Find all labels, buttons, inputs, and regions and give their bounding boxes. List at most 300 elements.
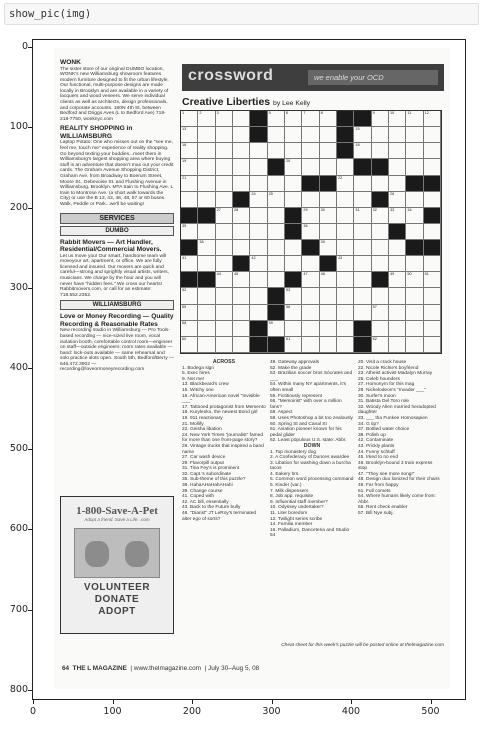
grid-cell [354, 272, 371, 288]
clue-item: 39. Change course [182, 488, 223, 494]
grid-cell [216, 256, 233, 272]
across-heading: ACROSS [212, 359, 236, 365]
grid-cell [216, 224, 233, 240]
grid-cell [285, 176, 302, 192]
y-tick-label: 500 [9, 442, 28, 454]
clue-item: 16. African-American novel "Invisible ___" [182, 393, 260, 405]
clue-item: 10. Odyssey undertaker? [270, 505, 324, 511]
clue-item: 38. HahaAHaHahAHahi [182, 483, 233, 489]
cell-number: 5 [268, 111, 271, 115]
clue-item: 42. AC bill, essentially [182, 499, 229, 505]
clue-item: 51. Full comets [358, 488, 391, 494]
grid-cell [268, 272, 285, 288]
clue-item: 60. Spring St and Canal St [270, 421, 327, 427]
grid-cell [233, 240, 250, 256]
grid-cell [406, 192, 423, 208]
grid-cell [216, 305, 233, 321]
grid-cell [337, 240, 354, 256]
cell-number: 27 [216, 207, 221, 212]
crossword-title-text: Creative Liberties [182, 96, 271, 108]
grid-cell [233, 272, 250, 288]
grid-cell [372, 127, 389, 143]
grid-black-cell [268, 305, 285, 321]
clue-item: 57. Bill Nye subj. [358, 511, 394, 517]
clue-item: 46. "Diarist" JT LeRoy's terminated alter ego of sorts? [182, 511, 257, 522]
grid-cell [250, 288, 267, 304]
grid-cell [285, 127, 302, 143]
clue-item: 22. Geisha libation [182, 427, 222, 433]
grid-cell [320, 127, 337, 143]
clue-item: 54. Within many NY apartments, it's often small [270, 382, 347, 393]
grid-cell [198, 288, 215, 304]
clue-item: 32. Capt.'s subordinate [182, 471, 232, 477]
cell-number: 16 [182, 143, 187, 148]
cell-number: 38 [199, 240, 204, 245]
grid-cell [320, 321, 337, 337]
y-tick-label: 600 [9, 523, 28, 535]
footer-url: www.thelmagazine.com [133, 665, 202, 672]
clue-item: 28. Nickelodeon's "Invader ___" [358, 387, 426, 393]
cell-number: 36 [303, 223, 308, 228]
grid-cell [250, 224, 267, 240]
grid-cell [250, 192, 267, 208]
grid-cell [389, 272, 406, 288]
clue-item: 62. Least populous U.S. state: Abbr. [270, 438, 347, 444]
grid-cell [337, 256, 354, 272]
grid-cell [424, 143, 441, 159]
grid-cell [354, 240, 371, 256]
cell-number: 13 [182, 127, 187, 132]
grid-cell [302, 111, 319, 127]
clue-item: 34. G tip? [358, 421, 379, 427]
cell-number: 25 [268, 191, 273, 196]
grid-cell [389, 143, 406, 159]
grid-cell [424, 256, 441, 272]
across-clues-1 [182, 360, 266, 522]
grid-cell [198, 192, 215, 208]
cell-number: 30 [320, 207, 325, 212]
cell-number: 12 [424, 111, 429, 115]
clue-item: 1. Top monastery dog [270, 449, 317, 455]
grid-cell [337, 208, 354, 224]
x-tick-label: 100 [103, 706, 122, 717]
cell-number: 59 [268, 320, 273, 325]
rabbit-body: Let us move you! Our smart, handsome team will moveyour art, apartment, or office. We are fully licensed and insured. Our movers are quick and careful—strong and sprightly visual artists, writers, musicians. We charge by the hour and you will never have "hidden fees." We cross our hearts! Rabbitmovers.com, or call for an estimate: 718.552.2352. [60, 253, 169, 298]
x-tick-mark [33, 700, 34, 704]
clue-item: 31. Batista Del Toro role [358, 399, 410, 405]
grid-cell [424, 272, 441, 288]
grid-cell [181, 305, 198, 321]
grid-cell [320, 143, 337, 159]
cell-number: 11 [407, 111, 412, 115]
cell-number: 61 [286, 336, 291, 341]
grid-cell [389, 127, 406, 143]
grid-cell [250, 176, 267, 192]
cell-number: 35 [182, 223, 187, 228]
grid-cell [337, 272, 354, 288]
grid-cell [250, 272, 267, 288]
cheat-sheet-note: Cheat sheet for this week's puzzle will be posted online at thelmagazine.com [281, 643, 444, 648]
grid-cell [424, 127, 441, 143]
grid-cell [372, 240, 389, 256]
cell-number: 44 [216, 272, 221, 277]
grid-cell [424, 337, 441, 353]
grid-cell [372, 143, 389, 159]
grid-cell [198, 337, 215, 353]
clue-item: 3. Libation for washing down a burcha tacos [270, 460, 351, 472]
grid-cell [337, 288, 354, 304]
cell-number: 7 [303, 111, 306, 115]
clue-item: 42. Contaminate [358, 438, 394, 444]
grid-cell [233, 337, 250, 353]
y-tick-label: 0 [21, 41, 28, 52]
cell-number: 1 [182, 111, 185, 115]
grid-cell [337, 305, 354, 321]
cell-number: 3 [216, 111, 219, 115]
grid-cell [354, 176, 371, 192]
grid-cell [216, 192, 233, 208]
grid-black-cell [268, 159, 285, 175]
grid-cell [337, 321, 354, 337]
grid-cell [372, 176, 389, 192]
x-tick-label: 200 [182, 706, 202, 717]
dumbo-header: DUMBO [60, 226, 174, 236]
grid-cell [302, 192, 319, 208]
clue-item: 47. "They see more song!" [358, 471, 415, 477]
grid-cell [389, 159, 406, 175]
grid-cell [389, 305, 406, 321]
clue-item: 11. Liter boredom [270, 511, 308, 517]
grid-black-cell [389, 224, 406, 240]
clue-item: 58. Aspect [270, 410, 293, 416]
clue-item: 44. Funny schtuff [358, 449, 395, 455]
grid-black-cell [250, 321, 267, 337]
clue-item: 41. Coped with [182, 494, 214, 500]
grid-black-cell [337, 127, 354, 143]
grid-cell [181, 176, 198, 192]
clue-item: 32. Woody Allen married heradopted daughter [358, 404, 436, 416]
grid-cell [233, 288, 250, 304]
y-tick-label: 200 [9, 201, 28, 213]
crossword-banner [182, 64, 444, 91]
grid-cell [181, 288, 198, 304]
cell-number: 8 [320, 111, 323, 115]
grid-cell [302, 224, 319, 240]
grid-cell [198, 111, 215, 127]
grid-cell [302, 337, 319, 353]
cell-number: 18 [355, 143, 360, 148]
clue-item: 46. Brooklyn-bound 3 train express stop [358, 460, 433, 472]
grid-cell [285, 111, 302, 127]
cell-number: 31 [355, 207, 360, 212]
ad-tagline: Adopt a friend. Save a Life. .com [84, 517, 150, 522]
grid-cell [389, 337, 406, 353]
grid-black-cell [354, 337, 371, 353]
grid-cell [233, 127, 250, 143]
clue-item: 55. Fictitiously represent [270, 393, 322, 399]
grid-black-cell [285, 224, 302, 240]
crossword-grid [180, 110, 442, 354]
cell-number: 34 [407, 207, 412, 212]
grid-cell [406, 143, 423, 159]
grid-cell [285, 159, 302, 175]
cell-number: 58 [182, 320, 187, 325]
clue-item: 9. Not me! [182, 376, 205, 382]
grid-cell [216, 176, 233, 192]
clue-item: 9. Influential staff member? [270, 499, 328, 505]
cell-number: 45 [234, 272, 239, 277]
grid-cell [406, 224, 423, 240]
cell-number: 22 [338, 175, 343, 180]
pet-photo [74, 528, 160, 578]
grid-black-cell [250, 111, 267, 127]
footer-magazine: THE L MAGAZINE [72, 665, 127, 672]
pet-shape-icon [125, 541, 149, 567]
grid-cell [302, 208, 319, 224]
image-plot [0, 28, 483, 737]
grid-cell [233, 159, 250, 175]
ad-volunteer: VOLUNTEER [83, 582, 151, 593]
clue-item: 7. Milk dispensers [270, 488, 309, 494]
grid-black-cell [181, 272, 198, 288]
clue-item: 52. Make the grade [270, 365, 312, 371]
rabbit-heading: Rabbit Movers — Art Handler, Residential/Commercial Movers. [60, 238, 162, 254]
clue-item: 38. Polish up [358, 432, 386, 438]
clue-item: 6. Kinder (var.) [270, 483, 302, 489]
grid-black-cell [424, 240, 441, 256]
grid-cell [233, 305, 250, 321]
clue-item: 49. Far from happy [358, 483, 399, 489]
grid-cell [198, 305, 215, 321]
cell-number: 6 [286, 111, 289, 115]
cell-number: 26 [390, 191, 395, 196]
cell-number: 29 [303, 207, 308, 212]
grid-cell [389, 256, 406, 272]
grid-cell [198, 127, 215, 143]
grid-cell [233, 321, 250, 337]
cell-number: 33 [390, 207, 395, 212]
clue-item: 27. Homonym for this mag [358, 382, 415, 388]
clue-item: 16. Palladium, Danceteria and Studio 54 [270, 527, 350, 539]
grid-cell [198, 224, 215, 240]
cell-number: 50 [407, 272, 412, 277]
grid-cell [320, 192, 337, 208]
grid-cell [181, 111, 198, 127]
grid-cell [216, 240, 233, 256]
grid-cell [285, 288, 302, 304]
williamsburg-header: WILLIAMSBURG [60, 300, 174, 310]
grid-black-cell [198, 272, 215, 288]
grid-black-cell [320, 256, 337, 272]
grid-cell [268, 176, 285, 192]
clue-item: 14. Familia member [270, 522, 313, 528]
magazine-page [54, 48, 450, 689]
grid-black-cell [268, 337, 285, 353]
grid-black-cell [406, 176, 423, 192]
clue-item: 2. A Confederacy of Dunces awardee [270, 455, 350, 461]
x-tick-mark [192, 700, 193, 704]
clue-item: 15. Witchy one [182, 387, 214, 393]
cell-number: 55 [182, 304, 187, 309]
grid-cell [181, 159, 198, 175]
grid-cell [302, 127, 319, 143]
y-tick-label: 400 [9, 362, 28, 374]
grid-cell [268, 111, 285, 127]
clue-item: 4. Eakery hrs. [270, 471, 300, 477]
grid-black-cell [250, 127, 267, 143]
grid-cell [320, 240, 337, 256]
grid-cell [320, 111, 337, 127]
grid-cell [337, 224, 354, 240]
clue-item: 22. Nicole Richie's boyfriend [358, 365, 419, 371]
grid-cell [250, 208, 267, 224]
grid-cell [268, 192, 285, 208]
grid-black-cell [372, 192, 389, 208]
clue-item: 31. Tina Fey's is prominent [182, 466, 240, 472]
clue-item: 45. Irked to no end [358, 455, 399, 461]
grid-black-cell [285, 272, 302, 288]
clue-item: 49. Gateway approvals [270, 360, 320, 365]
grid-black-cell [302, 176, 319, 192]
grid-cell [337, 159, 354, 175]
grid-cell [250, 256, 267, 272]
grid-cell [302, 256, 319, 272]
grid-cell [424, 111, 441, 127]
x-tick-label: 500 [421, 706, 440, 717]
grid-cell [268, 208, 285, 224]
grid-cell [285, 143, 302, 159]
grid-cell [216, 208, 233, 224]
grid-cell [198, 143, 215, 159]
clue-item: 12. Twilight series scribe [270, 516, 323, 522]
crossword-byline: by Lee Kelly [273, 100, 311, 107]
grid-cell [320, 224, 337, 240]
grid-cell [198, 159, 215, 175]
grid-cell [424, 192, 441, 208]
grid-black-cell [268, 288, 285, 304]
left-column [60, 56, 174, 373]
grid-cell [337, 337, 354, 353]
grid-cell [372, 224, 389, 240]
wonk-body: The sister store of our original DUMBO location, WONK's new Williamsburg showroom features modern furniture designed to fit the urban lifestyle. Our functional, multi-purpose designs are made locally in Brooklyn and are available in a variety of lacquers and wood veneers. We serve individual clients as well as architects, design professionals, and corporate accounts. 160N 4th St, between Bedford and Driggs Aves (L to Bedford Ave) 718-218-7750, wonknyc.com [60, 66, 169, 122]
code-cell[interactable] [4, 3, 479, 25]
grid-cell [181, 192, 198, 208]
x-tick-mark [431, 700, 432, 704]
cell-number: 20 [286, 159, 291, 164]
grid-cell [268, 224, 285, 240]
cell-number: 19 [182, 159, 187, 164]
grid-black-cell [354, 159, 371, 175]
grid-cell [198, 256, 215, 272]
axes-frame [32, 39, 466, 700]
cell-number: 43 [338, 256, 343, 261]
grid-cell [354, 127, 371, 143]
grid-cell [181, 256, 198, 272]
cell-number: 52 [182, 288, 187, 293]
clue-item: 8. Job app. requisite [270, 494, 314, 500]
x-tick-label: 400 [341, 706, 361, 717]
clue-item: 59. Uses Photoshop a bit too zealously [270, 415, 353, 421]
clue-item: 30. Surfer's moon [358, 393, 396, 399]
clue-item: 54. Where humans likely come from: Abbr. [358, 494, 436, 505]
grid-black-cell [354, 321, 371, 337]
clue-item: 21. Mollify [182, 421, 204, 427]
cell-number: 42 [251, 256, 256, 261]
grid-cell [216, 272, 233, 288]
grid-cell [285, 240, 302, 256]
grid-cell [302, 288, 319, 304]
grid-cell [302, 305, 319, 321]
grid-black-cell [354, 111, 371, 127]
grid-cell [285, 337, 302, 353]
cell-number: 62 [372, 336, 377, 341]
grid-cell [216, 288, 233, 304]
grid-cell [250, 305, 267, 321]
grid-cell [372, 208, 389, 224]
grid-cell [302, 272, 319, 288]
grid-cell [337, 176, 354, 192]
grid-cell [233, 143, 250, 159]
grid-cell [320, 272, 337, 288]
cell-number: 39 [320, 240, 325, 245]
y-tick-label: 100 [9, 121, 28, 133]
grid-cell [302, 143, 319, 159]
grid-cell [372, 305, 389, 321]
grid-cell [406, 337, 423, 353]
x-tick-mark [272, 700, 273, 704]
reality-body: Laptop Potato: One who misses out on the "see me, feel me, touch me" experience of reality shopping. Go beyond texting your buddies...meet them in Williamsburg's largest shopping area where buying stuff is an adventure that doesn't max out your credit cards. The Graham Avenue Shopping District, Graham Ave. from Broadway to Boerum Street, Moore St., Debevoise St. and Flushing Avenue in Williamsburg, Brooklyn. MTA train to Flushing Ave. L train to Montrose Ave. (a short walk towards the City) or use the B 13, 43, 46, 48, 57 or 60 buses. Walk, Peddle or Park...we'll be waiting! [60, 140, 174, 207]
grid-cell [406, 127, 423, 143]
grid-cell [406, 208, 423, 224]
cell-number: 9 [372, 111, 375, 115]
cell-number: 32 [372, 207, 377, 212]
grid-cell [198, 240, 215, 256]
grid-cell [216, 337, 233, 353]
grid-black-cell [233, 192, 250, 208]
grid-black-cell [181, 240, 198, 256]
cell-number: 24 [251, 191, 256, 196]
x-tick-mark [113, 700, 114, 704]
save-a-pet-ad [60, 496, 174, 634]
services-header: SERVICES [60, 213, 174, 224]
grid-cell [233, 176, 250, 192]
grid-cell [250, 159, 267, 175]
grid-cell [372, 256, 389, 272]
grid-cell [181, 321, 198, 337]
grid-black-cell [198, 208, 215, 224]
y-tick-label: 800 [9, 683, 28, 695]
cell-number: 10 [390, 111, 395, 115]
ad-brand: 1-800-Save-A-Pet [76, 505, 158, 517]
grid-cell [424, 288, 441, 304]
grid-black-cell [302, 240, 319, 256]
grid-cell [354, 288, 371, 304]
clue-item: 1. Bodega sign [182, 365, 215, 371]
grid-cell [389, 176, 406, 192]
cell-number: 21 [182, 175, 187, 180]
grid-black-cell [337, 111, 354, 127]
grid-cell [198, 321, 215, 337]
grid-cell [389, 288, 406, 304]
grid-cell [372, 111, 389, 127]
grid-cell [354, 256, 371, 272]
cell-number: 53 [286, 288, 291, 293]
grid-cell [181, 127, 198, 143]
grid-cell [216, 143, 233, 159]
grid-black-cell [337, 143, 354, 159]
clue-item: 23. Atheist activist Madalyn Murray [358, 371, 433, 377]
across-clues-2 [270, 360, 354, 539]
